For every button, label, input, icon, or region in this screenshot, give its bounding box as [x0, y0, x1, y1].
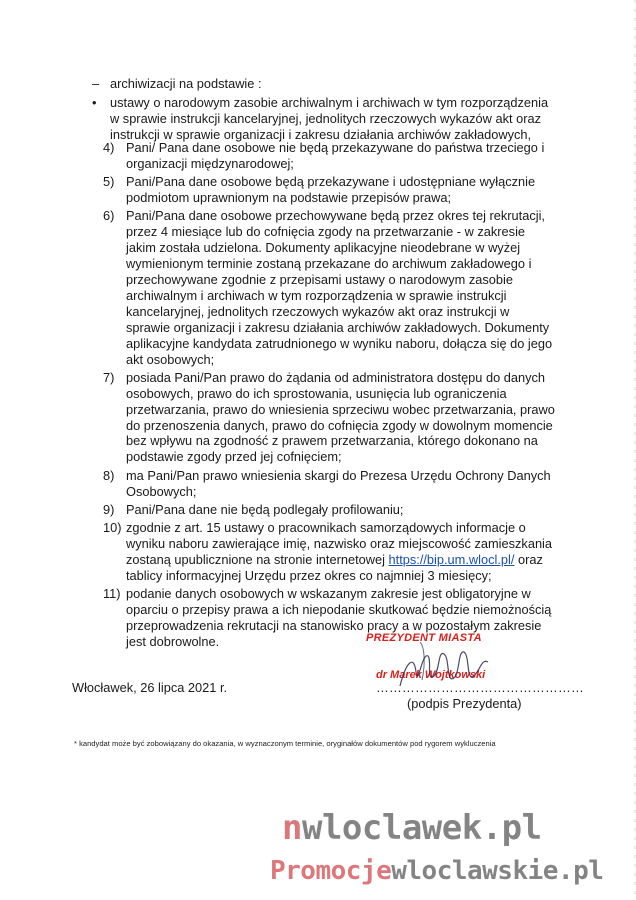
list-item — [103, 520, 556, 584]
intro-law-line: w sprawie instrukcji kancelaryjnej, jednolitych rzeczowych wykazów akt oraz — [110, 111, 541, 126]
dash-marker: – — [92, 76, 100, 91]
stamp-name: dr Marek Wojtkowski — [376, 669, 486, 681]
signature-caption: (podpis Prezydenta) — [407, 696, 522, 711]
item-number: 6) — [103, 208, 115, 224]
item-number: 4) — [103, 140, 115, 155]
list-item — [103, 174, 556, 206]
item-text: podanie danych osobowych w wskazanym zakresie jest obligatoryjne w oparciu o przepisy prawa a ich niepodanie skutkować będzie niemożnością przeprowadzenia rekrutacji na stanowisko pracy a w pozostałym zakresie jest dobrowolne. — [126, 586, 552, 649]
item-text — [126, 520, 556, 584]
item-number: 9) — [103, 501, 115, 517]
footnote: * kandydat może być zobowiązany do okazania, w wyznaczonym terminie, oryginałów dokumentów pod rygorem wykluczenia — [74, 739, 496, 748]
item-number: 5) — [103, 174, 115, 190]
item-text: posiada Pani/Pan prawo do żądania od administratora dostępu do danych osobowych, prawo do ich sprostowania, usunięcia lub ograniczenia przetwarzania, prawo do wniesienia sprzeciwu wobec przetwarzania, prawo do przenoszenia danych, prawo do cofnięcia zgody w dowolnym momencie bez wpływu na zgodność z prawem przetwarzania, którego dokonano na podstawie zgody przed jej cofnięciem; — [126, 369, 555, 465]
list-item — [103, 370, 556, 465]
signature-line: ………………………………………… — [376, 680, 584, 695]
watermark-nwloclawek — [282, 808, 542, 848]
item-text: Pani/Pana dane osobowe będą przekazywane i udostępniane wyłącznie podmiotom uprawnionym na podstawie przepisów prawa; — [126, 174, 536, 206]
watermark-accent: Promocje — [270, 856, 392, 886]
item-number: 10) — [103, 520, 122, 536]
bip-link[interactable]: https://bip.um.wlocl.pl/ — [388, 552, 515, 567]
watermark-text: wloclawek.pl — [301, 808, 542, 848]
intro-law-line: ustawy o narodowym zasobie archiwalnym i archiwach w tym rozporządzenia — [110, 95, 549, 110]
stamp-title: PREZYDENT MIASTA — [366, 632, 482, 644]
watermark-accent: n — [282, 808, 302, 848]
list-item — [103, 502, 556, 518]
item-text-before-link: zgodnie z art. 15 ustawy o pracownikach samorządowych informacje o wyniku naboru zawierające imię, nazwisko oraz miejscowość zamieszkania zostaną upublicznione na stronie internetowej — [126, 520, 553, 567]
intro-item-law — [92, 95, 552, 143]
item-number: 7) — [103, 369, 115, 385]
item-text: Pani/Pana dane nie będą podlegały profilowaniu; — [126, 501, 404, 517]
item-number: 11) — [103, 586, 121, 602]
list-item — [103, 208, 556, 367]
intro-item-archiving — [92, 76, 532, 92]
item-text-after-link: oraz tablicy informacyjnej Urzędu przez okres co najmniej 3 miesięcy; — [126, 552, 543, 583]
item-text: Pani/Pana dane osobowe przechowywane będą przez okres tej rekrutacji, przez 4 miesiące lub do cofnięcia zgody na przetwarzanie - w zakresie jakim została udzielona. Dokumenty aplikacyjne nieodebrane w wyżej wymienionym terminie zostaną przekazane do archiwum zakładowego i przechowywane zgodnie z przepisami ustawy o narodowym zasobie archiwalnym i archiwach w tym rozporządzenia w sprawie instrukcji kancelaryjnej, jednolitych rzeczowych wykazów akt oraz instrukcji w sprawie organizacji i zakresu działania archiwów zakładowych. Dokumenty aplikacyjne kandydata zatrudnionego w wyniku naboru, dołącza się do jego akt osobowych; — [126, 208, 553, 367]
intro-law-line: instrukcji w sprawie organizacji i zakresu działania archiwów zakładowych, — [110, 127, 532, 142]
watermark-promocje — [270, 856, 603, 886]
watermark-text: wloclawskie.pl — [391, 856, 604, 886]
list-item — [103, 140, 556, 172]
item-text: ma Pani/Pan prawo wniesienia skargi do Prezesa Urzędu Ochrony Danych Osobowych; — [126, 467, 551, 499]
item-text: Pani/ Pana dane osobowe nie będą przekazywane do państwa trzeciego i organizacji międzynarodowej; — [126, 140, 545, 171]
place-and-date: Włocławek, 26 lipca 2021 r. — [72, 680, 228, 695]
numbered-points — [103, 140, 556, 652]
bullet-marker: • — [92, 95, 97, 110]
item-number: 8) — [103, 467, 115, 483]
intro-text: archiwizacji na podstawie : — [110, 76, 262, 91]
list-item — [103, 468, 556, 500]
